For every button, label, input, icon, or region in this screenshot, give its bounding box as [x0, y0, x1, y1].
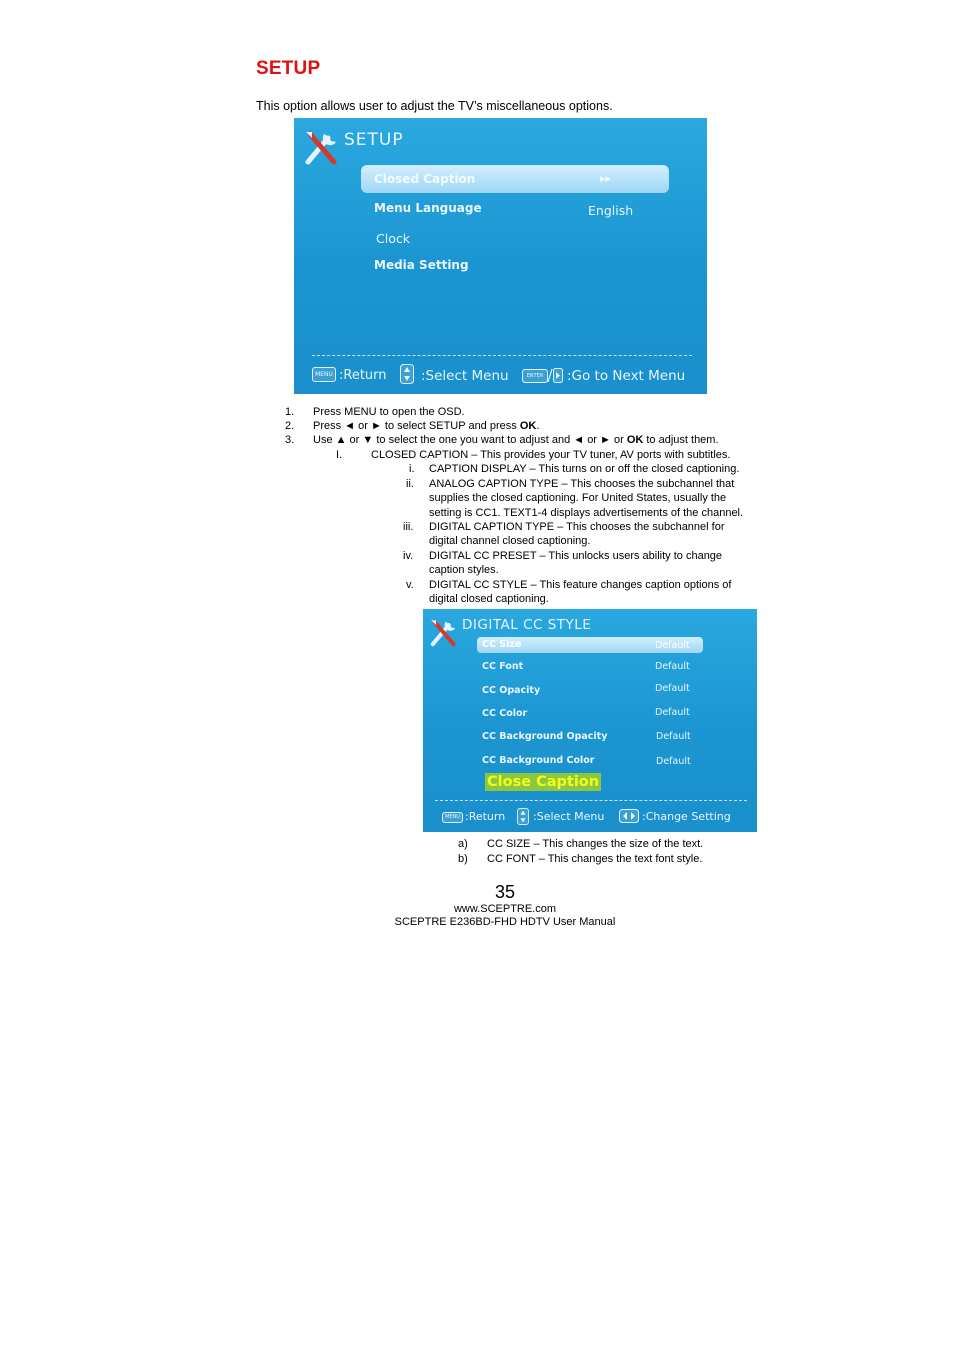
right-key-icon [547, 368, 563, 383]
left-right-key-icon [619, 809, 639, 823]
step-2-text: Press ◄ or ► to select SETUP and press OK. [313, 420, 540, 432]
cc-color-label[interactable]: CC Color [482, 708, 528, 719]
digital-cc-style-osd-screenshot [423, 609, 757, 832]
osd-divider [435, 800, 747, 801]
subitem-iv-number: iv. [403, 550, 414, 562]
subitem-i-text: CAPTION DISPLAY – This turns on or off the closed captioning. [429, 463, 740, 475]
cc-background-opacity-label[interactable]: CC Background Opacity [482, 731, 608, 742]
cc-background-color-label[interactable]: CC Background Color [482, 755, 595, 766]
section-title: SETUP [256, 58, 321, 79]
cc-size-label[interactable]: CC Size [482, 639, 522, 650]
step-1-text: Press MENU to open the OSD. [313, 406, 465, 418]
subitem-iv-line-2: caption styles. [429, 564, 499, 576]
step-3-number: 3. [285, 434, 295, 446]
style-item-a-number: a) [458, 838, 468, 850]
cc-background-color-value: Default [656, 756, 691, 767]
tools-icon [302, 128, 342, 168]
style-item-b-number: b) [458, 853, 468, 865]
style-item-a-text: CC SIZE – This changes the size of the text. [487, 838, 704, 850]
subitem-ii-line-2: supplies the closed captioning. For United States, usually the [429, 492, 727, 504]
cc-color-value: Default [655, 707, 690, 718]
osd-footer-select: :Select Menu [533, 810, 605, 823]
close-caption-preview: Close Caption [487, 774, 600, 790]
menu-key-icon: MENU [442, 812, 463, 823]
closed-caption-number: I. [336, 449, 343, 461]
osd-footer-return: :Return [465, 810, 506, 823]
menu-key-icon: MENU [312, 367, 336, 382]
tools-icon [428, 617, 460, 649]
cc-font-value: Default [655, 661, 690, 672]
osd-footer-select: :Select Menu [421, 368, 509, 384]
osd-item-closed-caption-arrow: ▸▸ [600, 172, 612, 185]
step-3-text: Use ▲ or ▼ to select the one you want to adjust and ◄ or ► or OK to adjust them. [313, 434, 719, 446]
osd-item-closed-caption[interactable]: Closed Caption [374, 172, 476, 186]
osd-footer-next: :Go to Next Menu [567, 368, 686, 384]
subitem-iii-line-2: digital channel closed captioning. [429, 535, 591, 547]
style-item-b-text: CC FONT – This changes the text font style. [487, 853, 703, 865]
cc-opacity-label[interactable]: CC Opacity [482, 685, 541, 696]
setup-osd-screenshot [294, 118, 707, 394]
up-down-key-icon [517, 808, 529, 825]
subitem-iii-number: iii. [403, 521, 414, 533]
osd-item-clock[interactable]: Clock [376, 231, 410, 246]
step-2-number: 2. [285, 420, 295, 432]
subitem-i-number: i. [409, 463, 415, 475]
closed-caption-text: CLOSED CAPTION – This provides your TV tuner, AV ports with subtitles. [371, 449, 731, 461]
subitem-v-line-2: digital closed captioning. [429, 593, 549, 605]
osd-title: DIGITAL CC STYLE [462, 617, 592, 633]
osd-item-media-setting[interactable]: Media Setting [374, 258, 469, 272]
subitem-ii-number: ii. [406, 478, 414, 490]
osd-item-menu-language-value: English [588, 203, 634, 218]
subitem-ii-line-1: ANALOG CAPTION TYPE – This chooses the subchannel that [429, 478, 735, 490]
footer-manual-title: SCEPTRE E236BD-FHD HDTV User Manual [394, 916, 616, 928]
subitem-ii-line-3: setting is CC1. TEXT1-4 displays advertisements of the channel. [429, 507, 744, 519]
step-1-number: 1. [285, 406, 295, 418]
cc-background-opacity-value: Default [656, 731, 691, 742]
osd-footer-return: :Return [339, 368, 387, 383]
intro-text: This option allows user to adjust the TV’s miscellaneous options. [256, 99, 613, 113]
subitem-iii-line-1: DIGITAL CAPTION TYPE – This chooses the subchannel for [429, 521, 725, 533]
cc-size-value: Default [655, 640, 690, 651]
enter-key-icon: ENTER [522, 369, 548, 383]
osd-footer-change: :Change Setting [642, 810, 731, 823]
footer-website: www.SCEPTRE.com [453, 903, 557, 915]
up-down-key-icon [400, 364, 414, 384]
cc-font-label[interactable]: CC Font [482, 661, 524, 672]
osd-divider [312, 355, 692, 356]
subitem-iv-line-1: DIGITAL CC PRESET – This unlocks users ability to change [429, 550, 723, 562]
osd-title: SETUP [344, 130, 404, 150]
cc-opacity-value: Default [655, 683, 690, 694]
subitem-v-number: v. [406, 579, 414, 591]
page-number: 35 [494, 882, 516, 902]
osd-item-menu-language[interactable]: Menu Language [374, 201, 482, 215]
subitem-v-line-1: DIGITAL CC STYLE – This feature changes caption options of [429, 579, 732, 591]
